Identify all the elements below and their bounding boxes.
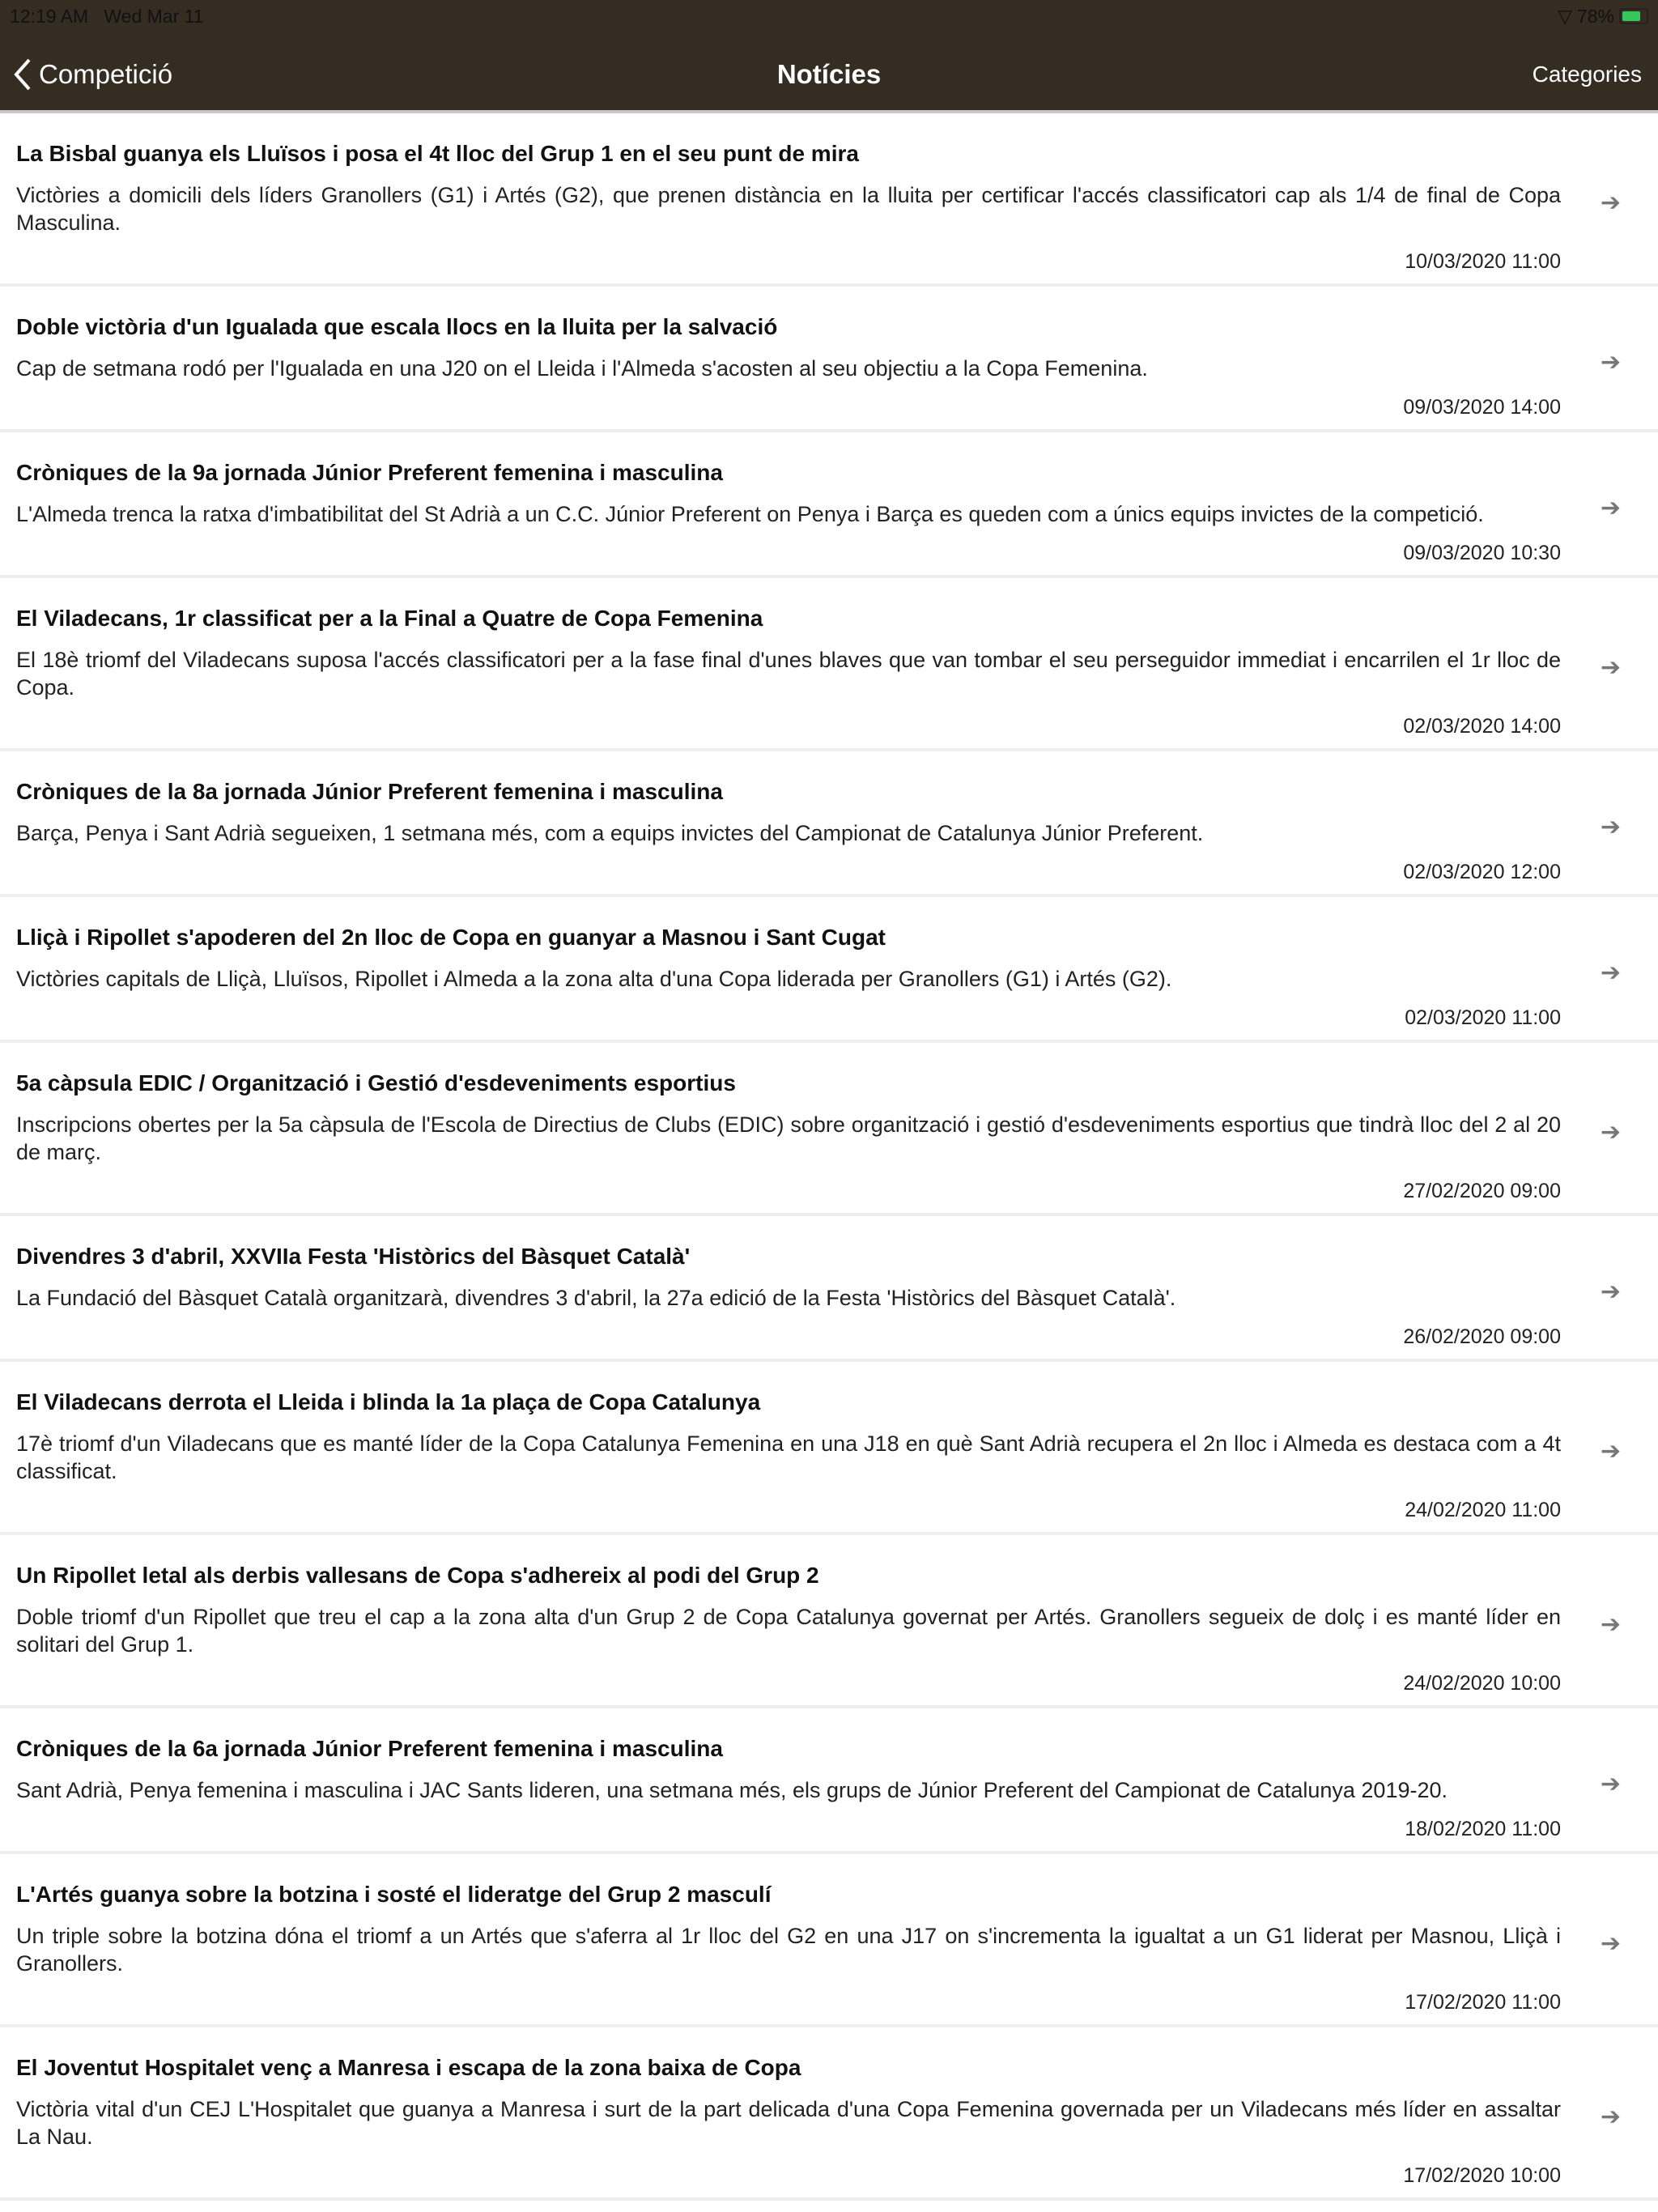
arrow-right-icon: ➔ (1600, 1119, 1621, 1146)
status-bar (10, 3, 1648, 29)
news-item[interactable] (0, 897, 1658, 1043)
news-date: 09/03/2020 10:30 (1403, 542, 1561, 564)
news-title: El Viladecans, 1r classificat per a la Final a Quatre de Copa Femenina (16, 606, 763, 631)
arrow-right-icon: ➔ (1600, 814, 1621, 840)
news-date: 26/02/2020 09:00 (1403, 1325, 1561, 1348)
news-item[interactable] (0, 1854, 1658, 2027)
news-item[interactable] (0, 113, 1658, 287)
news-summary: Victòria vital d'un CEJ L'Hospitalet que guanya a Manresa i surt de la part delicada d'una Copa Femenina governada per un Viladecans més líder en assaltar La Nau. (16, 2097, 1561, 2149)
news-summary: Victòries capitals de Lliçà, Lluïsos, Ripollet i Almeda a la zona alta d'una Copa liderada per Granollers (G1) i Artés (G2). (16, 967, 1172, 991)
status-date: Wed Mar 11 (104, 5, 204, 27)
news-item[interactable] (0, 578, 1658, 751)
news-item[interactable] (0, 1708, 1658, 1854)
news-item[interactable] (0, 287, 1658, 432)
news-summary: La Fundació del Bàsquet Català organitzarà, divendres 3 d'abril, la 27a edició de la Festa 'Històrics del Bàsquet Català'. (16, 1286, 1176, 1310)
battery-icon (1619, 8, 1648, 24)
arrow-right-icon: ➔ (1600, 2104, 1621, 2130)
news-item[interactable] (0, 751, 1658, 897)
news-date: 02/03/2020 11:00 (1405, 1006, 1561, 1029)
news-date: 27/02/2020 09:00 (1403, 1180, 1561, 1202)
news-list (0, 110, 1658, 2201)
battery-percent: 78% (1576, 5, 1614, 27)
arrow-right-icon: ➔ (1600, 1930, 1621, 1957)
news-title: El Joventut Hospitalet venç a Manresa i escapa de la zona baixa de Copa (16, 2055, 801, 2080)
news-title: El Viladecans derrota el Lleida i blinda la 1a plaça de Copa Catalunya (16, 1389, 761, 1414)
arrow-right-icon: ➔ (1600, 189, 1621, 216)
news-title: Lliçà i Ripollet s'apoderen del 2n lloc de Copa en guanyar a Masnou i Sant Cugat (16, 925, 886, 950)
news-title: Cròniques de la 8a jornada Júnior Preferent femenina i masculina (16, 779, 723, 804)
news-item[interactable] (0, 2027, 1658, 2201)
news-date: 02/03/2020 14:00 (1403, 715, 1561, 738)
news-item[interactable] (0, 1216, 1658, 1362)
news-item[interactable] (0, 432, 1658, 578)
news-item[interactable] (0, 1535, 1658, 1708)
news-title: L'Artés guanya sobre la botzina i sosté el lideratge del Grup 2 masculí (16, 1882, 772, 1907)
news-date: 09/03/2020 14:00 (1403, 396, 1561, 419)
back-label: Competició (39, 59, 173, 89)
news-summary: Cap de setmana rodó per l'Igualada en una J20 on el Lleida i l'Almeda s'acosten al seu objectiu a la Copa Femenina. (16, 356, 1148, 381)
news-summary: Sant Adrià, Penya femenina i masculina i JAC Sants lideren, una setmana més, els grups de Júnior Preferent del Campionat de Catalunya 2019-20. (16, 1778, 1448, 1802)
chevron-left-icon (13, 57, 32, 92)
news-summary: L'Almeda trenca la ratxa d'imbatibilitat del St Adrià a un C.C. Júnior Preferent on Penya i Barça es queden com a únics equips invictes de la competició. (16, 502, 1484, 526)
arrow-right-icon: ➔ (1600, 959, 1621, 986)
news-date: 10/03/2020 11:00 (1405, 250, 1561, 273)
news-date: 24/02/2020 10:00 (1403, 1672, 1561, 1695)
top-bar (0, 0, 1658, 110)
news-item[interactable] (0, 1362, 1658, 1535)
news-summary: Un triple sobre la botzina dóna el triomf a un Artés que s'aferra al 1r lloc del G2 en una J17 on s'incrementa la igualtat a un G1 liderat per Masnou, Lliçà i Granollers. (16, 1924, 1561, 1976)
news-summary: Victòries a domicili dels líders Granollers (G1) i Artés (G2), que prenen distància en la lluita per certificar l'accés classificatori cap als 1/4 de final de Copa Masculina. (16, 183, 1561, 235)
news-date: 17/02/2020 10:00 (1403, 2164, 1561, 2187)
news-title: Doble victòria d'un Igualada que escala llocs en la lluita per la salvació (16, 314, 778, 339)
page-title: Notícies (776, 59, 882, 89)
arrow-right-icon: ➔ (1600, 1438, 1621, 1465)
categories-button[interactable]: Categories (1532, 62, 1642, 87)
news-title: Cròniques de la 9a jornada Júnior Preferent femenina i masculina (16, 460, 723, 485)
arrow-right-icon: ➔ (1600, 1611, 1621, 1638)
news-summary: 17è triomf d'un Viladecans que es manté líder de la Copa Catalunya Femenina en una J18 en què Sant Adrià recupera el 2n lloc i Almeda es destaca com a 4t classificat. (16, 1431, 1561, 1483)
arrow-right-icon: ➔ (1600, 1771, 1621, 1797)
news-item[interactable] (0, 1043, 1658, 1216)
arrow-right-icon: ➔ (1600, 495, 1621, 521)
navigation-bar (0, 52, 1658, 97)
news-date: 24/02/2020 11:00 (1405, 1499, 1561, 1521)
news-summary: Inscripcions obertes per la 5a càpsula de l'Escola de Directius de Clubs (EDIC) sobre organització i gestió d'esdeveniments esportius que tindrà lloc del 2 al 20 de març. (16, 1112, 1561, 1164)
news-title: Un Ripollet letal als derbis vallesans de Copa s'adhereix al podi del Grup 2 (16, 1563, 819, 1588)
news-title: 5a càpsula EDIC / Organització i Gestió d'esdeveniments esportius (16, 1070, 736, 1095)
arrow-right-icon: ➔ (1600, 1278, 1621, 1305)
status-time: 12:19 AM (10, 5, 89, 27)
wifi-icon: ▽ (1558, 5, 1572, 27)
news-summary: El 18è triomf del Viladecans suposa l'accés classificatori per a la fase final d'unes blaves que van tombar el seu perseguidor immediat i encarrilen el 1r lloc de Copa. (16, 648, 1561, 700)
news-summary: Doble triomf d'un Ripollet que treu el cap a la zona alta d'un Grup 2 de Copa Catalunya governat per Artés. Granollers segueix de dolç i es manté líder en solitari del Grup 1. (16, 1605, 1561, 1657)
news-date: 17/02/2020 11:00 (1405, 1991, 1561, 2014)
news-summary: Barça, Penya i Sant Adrià segueixen, 1 setmana més, com a equips invictes del Campionat de Catalunya Júnior Preferent. (16, 821, 1204, 845)
news-date: 02/03/2020 12:00 (1403, 861, 1561, 883)
news-title: Divendres 3 d'abril, XXVIIa Festa 'Històrics del Bàsquet Català' (16, 1244, 691, 1269)
news-title: Cròniques de la 6a jornada Júnior Preferent femenina i masculina (16, 1736, 723, 1761)
arrow-right-icon: ➔ (1600, 654, 1621, 681)
back-button[interactable] (13, 57, 172, 92)
news-title: La Bisbal guanya els Lluïsos i posa el 4t lloc del Grup 1 en el seu punt de mira (16, 141, 859, 166)
arrow-right-icon: ➔ (1600, 349, 1621, 376)
news-date: 18/02/2020 11:00 (1405, 1818, 1561, 1840)
